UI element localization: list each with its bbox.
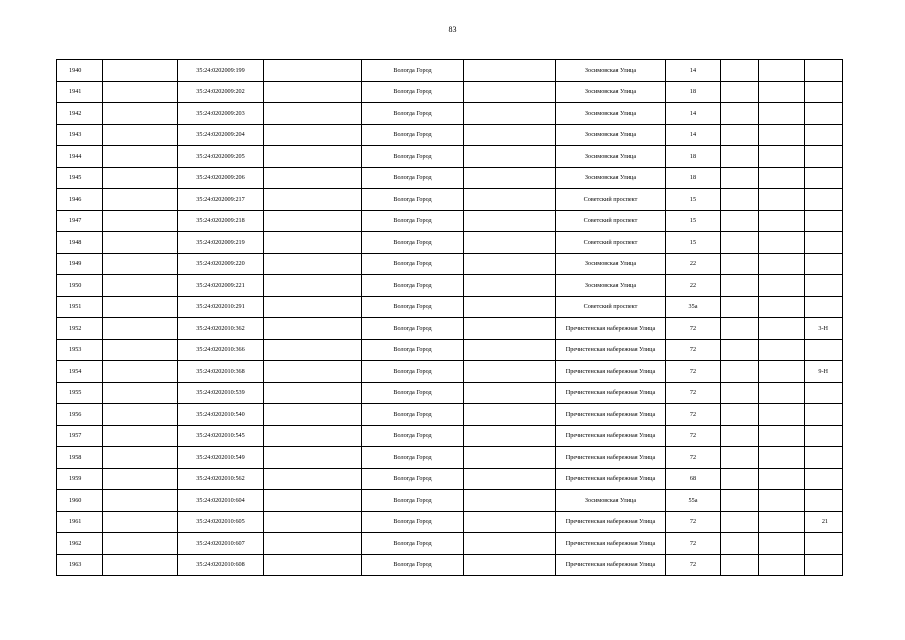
- premises-number: [805, 533, 843, 555]
- cadastral-number: 35:24:0202009:206: [178, 167, 264, 189]
- street-name: Зосимовская Улица: [556, 60, 666, 82]
- empty-cell: [264, 425, 362, 447]
- city-name: Вологда Город: [362, 146, 464, 168]
- empty-cell: [103, 189, 178, 211]
- row-number: 1956: [57, 404, 103, 426]
- cadastral-number: 35:24:0202010:545: [178, 425, 264, 447]
- row-number: 1942: [57, 103, 103, 125]
- empty-cell: [721, 275, 759, 297]
- premises-number: [805, 468, 843, 490]
- city-name: Вологда Город: [362, 189, 464, 211]
- empty-cell: [759, 232, 805, 254]
- street-name: Зосимовская Улица: [556, 81, 666, 103]
- empty-cell: [759, 253, 805, 275]
- empty-cell: [759, 81, 805, 103]
- house-number: 35а: [666, 296, 721, 318]
- row-number: 1945: [57, 167, 103, 189]
- table-row: [57, 382, 843, 404]
- premises-number: [805, 275, 843, 297]
- city-name: Вологда Город: [362, 339, 464, 361]
- premises-number: [805, 189, 843, 211]
- house-number: 18: [666, 167, 721, 189]
- table-row: [57, 533, 843, 555]
- empty-cell: [103, 296, 178, 318]
- city-name: Вологда Город: [362, 60, 464, 82]
- cadastral-number: 35:24:0202009:218: [178, 210, 264, 232]
- street-name: Пречистенская набережная Улица: [556, 318, 666, 340]
- city-name: Вологда Город: [362, 103, 464, 125]
- city-name: Вологда Город: [362, 554, 464, 576]
- empty-cell: [103, 404, 178, 426]
- empty-cell: [103, 210, 178, 232]
- cadastral-number: 35:24:0202010:368: [178, 361, 264, 383]
- empty-cell: [103, 490, 178, 512]
- table-row: [57, 103, 843, 125]
- empty-cell: [103, 103, 178, 125]
- empty-cell: [464, 296, 556, 318]
- empty-cell: [464, 189, 556, 211]
- house-number: 55а: [666, 490, 721, 512]
- premises-number: [805, 554, 843, 576]
- empty-cell: [264, 490, 362, 512]
- empty-cell: [464, 382, 556, 404]
- house-number: 72: [666, 318, 721, 340]
- cadastral-number: 35:24:0202010:549: [178, 447, 264, 469]
- empty-cell: [759, 60, 805, 82]
- empty-cell: [464, 124, 556, 146]
- row-number: 1958: [57, 447, 103, 469]
- house-number: 22: [666, 275, 721, 297]
- city-name: Вологда Город: [362, 361, 464, 383]
- city-name: Вологда Город: [362, 490, 464, 512]
- premises-number: [805, 339, 843, 361]
- premises-number: [805, 425, 843, 447]
- street-name: Зосимовская Улица: [556, 124, 666, 146]
- street-name: Советский проспект: [556, 210, 666, 232]
- empty-cell: [264, 554, 362, 576]
- empty-cell: [103, 146, 178, 168]
- city-name: Вологда Город: [362, 81, 464, 103]
- empty-cell: [264, 382, 362, 404]
- empty-cell: [103, 511, 178, 533]
- empty-cell: [721, 490, 759, 512]
- empty-cell: [721, 60, 759, 82]
- house-number: 72: [666, 425, 721, 447]
- empty-cell: [464, 60, 556, 82]
- house-number: 68: [666, 468, 721, 490]
- row-number: 1943: [57, 124, 103, 146]
- empty-cell: [759, 468, 805, 490]
- row-number: 1951: [57, 296, 103, 318]
- empty-cell: [264, 468, 362, 490]
- empty-cell: [759, 361, 805, 383]
- premises-number: [805, 404, 843, 426]
- empty-cell: [464, 361, 556, 383]
- row-number: 1947: [57, 210, 103, 232]
- house-number: 72: [666, 382, 721, 404]
- empty-cell: [264, 447, 362, 469]
- table-row: [57, 468, 843, 490]
- row-number: 1962: [57, 533, 103, 555]
- cadastral-number: 35:24:0202009:203: [178, 103, 264, 125]
- cadastral-number: 35:24:0202009:204: [178, 124, 264, 146]
- premises-number: [805, 253, 843, 275]
- empty-cell: [721, 447, 759, 469]
- empty-cell: [103, 253, 178, 275]
- premises-number: 21: [805, 511, 843, 533]
- premises-number: [805, 81, 843, 103]
- premises-number: 3-Н: [805, 318, 843, 340]
- empty-cell: [721, 232, 759, 254]
- city-name: Вологда Город: [362, 468, 464, 490]
- cadastral-number: 35:24:0202009:199: [178, 60, 264, 82]
- empty-cell: [103, 554, 178, 576]
- cadastral-number: 35:24:0202010:366: [178, 339, 264, 361]
- city-name: Вологда Город: [362, 533, 464, 555]
- premises-number: [805, 146, 843, 168]
- empty-cell: [264, 210, 362, 232]
- street-name: Пречистенская набережная Улица: [556, 404, 666, 426]
- row-number: 1948: [57, 232, 103, 254]
- house-number: 14: [666, 103, 721, 125]
- empty-cell: [721, 124, 759, 146]
- empty-cell: [103, 81, 178, 103]
- empty-cell: [759, 146, 805, 168]
- empty-cell: [721, 468, 759, 490]
- empty-cell: [103, 468, 178, 490]
- empty-cell: [759, 124, 805, 146]
- empty-cell: [721, 296, 759, 318]
- empty-cell: [721, 404, 759, 426]
- cadastral-number: 35:24:0202010:291: [178, 296, 264, 318]
- city-name: Вологда Город: [362, 425, 464, 447]
- empty-cell: [103, 447, 178, 469]
- empty-cell: [721, 103, 759, 125]
- city-name: Вологда Город: [362, 404, 464, 426]
- empty-cell: [759, 318, 805, 340]
- empty-cell: [264, 296, 362, 318]
- street-name: Советский проспект: [556, 232, 666, 254]
- table-row: [57, 210, 843, 232]
- city-name: Вологда Город: [362, 167, 464, 189]
- empty-cell: [264, 103, 362, 125]
- empty-cell: [464, 167, 556, 189]
- empty-cell: [721, 167, 759, 189]
- empty-cell: [721, 318, 759, 340]
- empty-cell: [264, 318, 362, 340]
- city-name: Вологда Город: [362, 296, 464, 318]
- premises-number: [805, 60, 843, 82]
- empty-cell: [721, 339, 759, 361]
- house-number: 72: [666, 404, 721, 426]
- table-row: [57, 318, 843, 340]
- empty-cell: [264, 167, 362, 189]
- row-number: 1955: [57, 382, 103, 404]
- empty-cell: [103, 275, 178, 297]
- empty-cell: [264, 404, 362, 426]
- premises-number: [805, 447, 843, 469]
- house-number: 18: [666, 81, 721, 103]
- empty-cell: [103, 60, 178, 82]
- table-row: [57, 253, 843, 275]
- table-row: [57, 554, 843, 576]
- city-name: Вологда Город: [362, 447, 464, 469]
- row-number: 1952: [57, 318, 103, 340]
- empty-cell: [464, 511, 556, 533]
- house-number: 72: [666, 447, 721, 469]
- cadastral-number: 35:24:0202010:608: [178, 554, 264, 576]
- cadastral-number: 35:24:0202009:220: [178, 253, 264, 275]
- empty-cell: [721, 382, 759, 404]
- page-number: 83: [448, 25, 457, 34]
- table-row: [57, 275, 843, 297]
- table-row: [57, 339, 843, 361]
- empty-cell: [759, 296, 805, 318]
- empty-cell: [759, 447, 805, 469]
- table-row: [57, 167, 843, 189]
- street-name: Зосимовская Улица: [556, 146, 666, 168]
- empty-cell: [759, 490, 805, 512]
- city-name: Вологда Город: [362, 318, 464, 340]
- table-row: [57, 425, 843, 447]
- table-row: [57, 146, 843, 168]
- house-number: 72: [666, 511, 721, 533]
- empty-cell: [103, 318, 178, 340]
- empty-cell: [264, 253, 362, 275]
- empty-cell: [103, 533, 178, 555]
- street-name: Советский проспект: [556, 189, 666, 211]
- row-number: 1950: [57, 275, 103, 297]
- empty-cell: [721, 554, 759, 576]
- empty-cell: [759, 275, 805, 297]
- empty-cell: [464, 425, 556, 447]
- empty-cell: [721, 81, 759, 103]
- street-name: Пречистенская набережная Улица: [556, 468, 666, 490]
- empty-cell: [721, 425, 759, 447]
- house-number: 14: [666, 60, 721, 82]
- house-number: 72: [666, 339, 721, 361]
- premises-number: [805, 296, 843, 318]
- empty-cell: [759, 533, 805, 555]
- empty-cell: [721, 210, 759, 232]
- table-row: [57, 81, 843, 103]
- empty-cell: [721, 533, 759, 555]
- empty-cell: [103, 361, 178, 383]
- house-number: 72: [666, 361, 721, 383]
- street-name: Зосимовская Улица: [556, 275, 666, 297]
- house-number: 72: [666, 533, 721, 555]
- street-name: Пречистенская набережная Улица: [556, 511, 666, 533]
- row-number: 1954: [57, 361, 103, 383]
- registry-table: [56, 59, 843, 576]
- empty-cell: [464, 554, 556, 576]
- empty-cell: [103, 167, 178, 189]
- row-number: 1963: [57, 554, 103, 576]
- street-name: Пречистенская набережная Улица: [556, 339, 666, 361]
- premises-number: [805, 167, 843, 189]
- table-row: [57, 511, 843, 533]
- premises-number: [805, 103, 843, 125]
- street-name: Пречистенская набережная Улица: [556, 533, 666, 555]
- cadastral-number: 35:24:0202010:540: [178, 404, 264, 426]
- row-number: 1961: [57, 511, 103, 533]
- premises-number: [805, 210, 843, 232]
- empty-cell: [759, 554, 805, 576]
- table-row: [57, 189, 843, 211]
- city-name: Вологда Город: [362, 511, 464, 533]
- empty-cell: [264, 146, 362, 168]
- empty-cell: [464, 232, 556, 254]
- empty-cell: [464, 253, 556, 275]
- row-number: 1940: [57, 60, 103, 82]
- empty-cell: [759, 382, 805, 404]
- empty-cell: [464, 447, 556, 469]
- city-name: Вологда Город: [362, 253, 464, 275]
- row-number: 1946: [57, 189, 103, 211]
- empty-cell: [464, 318, 556, 340]
- empty-cell: [103, 425, 178, 447]
- city-name: Вологда Город: [362, 210, 464, 232]
- premises-number: [805, 490, 843, 512]
- house-number: 15: [666, 189, 721, 211]
- empty-cell: [264, 60, 362, 82]
- empty-cell: [103, 382, 178, 404]
- cadastral-number: 35:24:0202009:219: [178, 232, 264, 254]
- house-number: 15: [666, 210, 721, 232]
- empty-cell: [759, 103, 805, 125]
- table-row: [57, 447, 843, 469]
- street-name: Пречистенская набережная Улица: [556, 425, 666, 447]
- house-number: 14: [666, 124, 721, 146]
- empty-cell: [464, 146, 556, 168]
- empty-cell: [464, 468, 556, 490]
- premises-number: 9-Н: [805, 361, 843, 383]
- cadastral-number: 35:24:0202009:205: [178, 146, 264, 168]
- table-row: [57, 124, 843, 146]
- city-name: Вологда Город: [362, 232, 464, 254]
- empty-cell: [759, 339, 805, 361]
- empty-cell: [721, 189, 759, 211]
- city-name: Вологда Город: [362, 275, 464, 297]
- city-name: Вологда Город: [362, 382, 464, 404]
- house-number: 15: [666, 232, 721, 254]
- street-name: Пречистенская набережная Улица: [556, 554, 666, 576]
- cadastral-number: 35:24:0202010:605: [178, 511, 264, 533]
- cadastral-number: 35:24:0202009:217: [178, 189, 264, 211]
- cadastral-number: 35:24:0202010:362: [178, 318, 264, 340]
- row-number: 1949: [57, 253, 103, 275]
- empty-cell: [264, 361, 362, 383]
- house-number: 22: [666, 253, 721, 275]
- empty-cell: [264, 189, 362, 211]
- empty-cell: [759, 167, 805, 189]
- premises-number: [805, 124, 843, 146]
- empty-cell: [721, 361, 759, 383]
- table-row: [57, 60, 843, 82]
- street-name: Зосимовская Улица: [556, 167, 666, 189]
- row-number: 1944: [57, 146, 103, 168]
- row-number: 1953: [57, 339, 103, 361]
- row-number: 1957: [57, 425, 103, 447]
- street-name: Пречистенская набережная Улица: [556, 447, 666, 469]
- empty-cell: [464, 339, 556, 361]
- row-number: 1959: [57, 468, 103, 490]
- empty-cell: [759, 210, 805, 232]
- street-name: Зосимовская Улица: [556, 490, 666, 512]
- empty-cell: [759, 189, 805, 211]
- table-row: [57, 232, 843, 254]
- table-row: [57, 361, 843, 383]
- cadastral-number: 35:24:0202010:562: [178, 468, 264, 490]
- empty-cell: [464, 103, 556, 125]
- empty-cell: [759, 425, 805, 447]
- row-number: 1960: [57, 490, 103, 512]
- empty-cell: [103, 232, 178, 254]
- empty-cell: [264, 533, 362, 555]
- empty-cell: [464, 210, 556, 232]
- registry-rows: [57, 60, 843, 576]
- empty-cell: [721, 253, 759, 275]
- empty-cell: [103, 339, 178, 361]
- row-number: 1941: [57, 81, 103, 103]
- empty-cell: [264, 511, 362, 533]
- empty-cell: [264, 232, 362, 254]
- empty-cell: [264, 81, 362, 103]
- cadastral-number: 35:24:0202009:202: [178, 81, 264, 103]
- empty-cell: [264, 275, 362, 297]
- empty-cell: [464, 275, 556, 297]
- street-name: Пречистенская набережная Улица: [556, 361, 666, 383]
- empty-cell: [464, 490, 556, 512]
- empty-cell: [464, 81, 556, 103]
- empty-cell: [464, 533, 556, 555]
- cadastral-number: 35:24:0202009:221: [178, 275, 264, 297]
- empty-cell: [721, 511, 759, 533]
- empty-cell: [264, 124, 362, 146]
- street-name: Зосимовская Улица: [556, 253, 666, 275]
- empty-cell: [759, 404, 805, 426]
- premises-number: [805, 232, 843, 254]
- empty-cell: [759, 511, 805, 533]
- house-number: 18: [666, 146, 721, 168]
- street-name: Зосимовская Улица: [556, 103, 666, 125]
- cadastral-number: 35:24:0202010:607: [178, 533, 264, 555]
- city-name: Вологда Город: [362, 124, 464, 146]
- table-row: [57, 296, 843, 318]
- empty-cell: [464, 404, 556, 426]
- table-row: [57, 404, 843, 426]
- house-number: 72: [666, 554, 721, 576]
- cadastral-number: 35:24:0202010:539: [178, 382, 264, 404]
- empty-cell: [264, 339, 362, 361]
- empty-cell: [721, 146, 759, 168]
- premises-number: [805, 382, 843, 404]
- empty-cell: [103, 124, 178, 146]
- table-row: [57, 490, 843, 512]
- cadastral-number: 35:24:0202010:604: [178, 490, 264, 512]
- street-name: Советский проспект: [556, 296, 666, 318]
- street-name: Пречистенская набережная Улица: [556, 382, 666, 404]
